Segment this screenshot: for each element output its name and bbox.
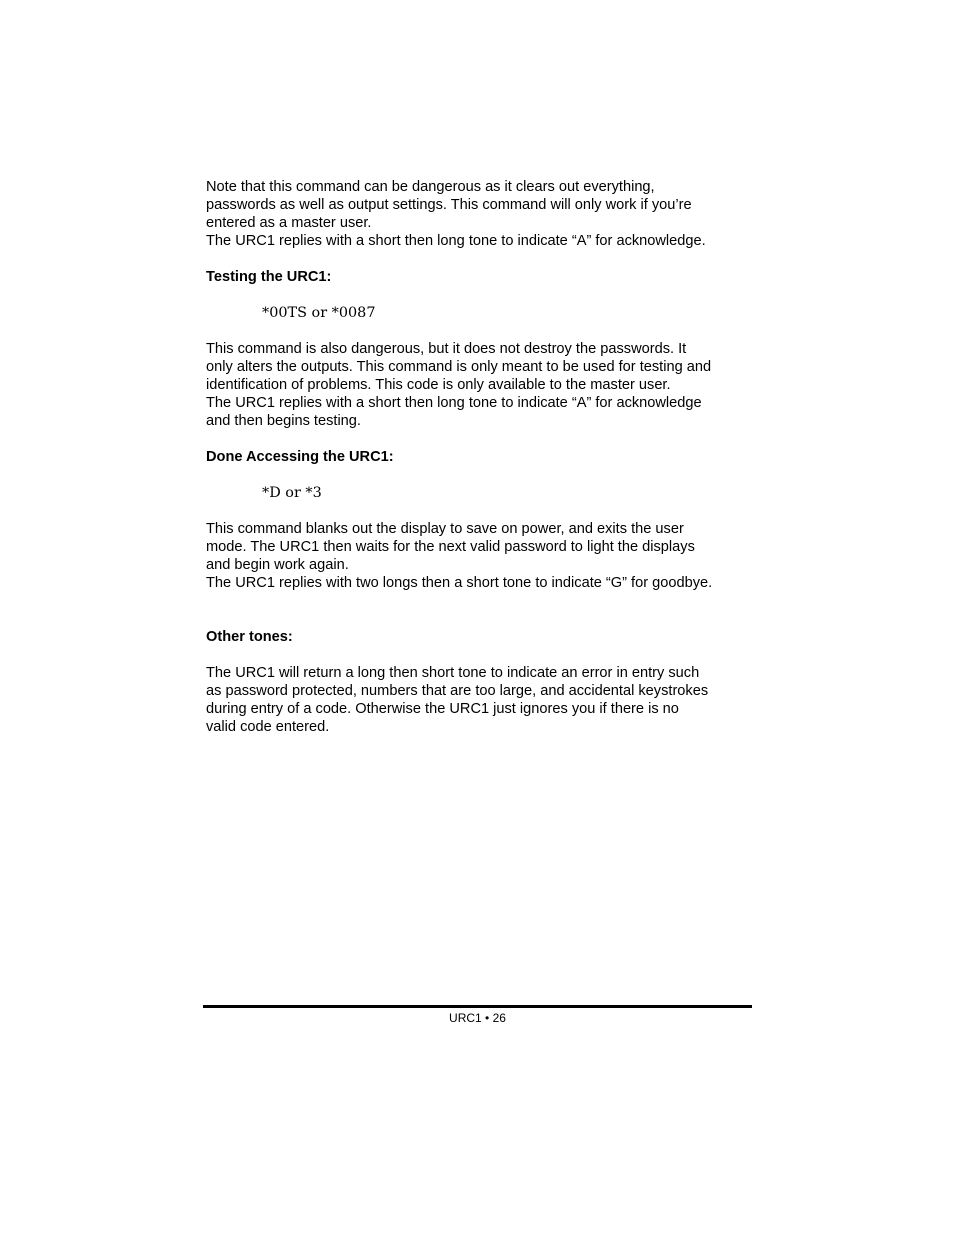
page-footer: URC1 • 26 xyxy=(449,1011,506,1025)
done-line: and begin work again. xyxy=(206,557,349,573)
testing-line: identification of problems. This code is only available to the master user. xyxy=(206,377,671,393)
section-heading-testing: Testing the URC1: xyxy=(206,269,332,285)
spacer xyxy=(206,322,754,340)
other-line: valid code entered. xyxy=(206,719,330,735)
spacer xyxy=(206,430,754,448)
spacer xyxy=(206,592,754,610)
footer-divider xyxy=(203,1005,752,1008)
spacer xyxy=(206,286,754,304)
spacer xyxy=(206,610,754,628)
done-line: mode. The URC1 then waits for the next valid password to light the displays xyxy=(206,539,695,555)
other-line: during entry of a code. Otherwise the URC1 just ignores you if there is no xyxy=(206,701,679,717)
testing-line: and then begins testing. xyxy=(206,413,361,429)
intro-paragraph xyxy=(206,178,754,250)
spacer xyxy=(206,250,754,268)
other-line: as password protected, numbers that are too large, and accidental keystrokes xyxy=(206,683,709,699)
testing-line: This command is also dangerous, but it does not destroy the passwords. It xyxy=(206,341,687,357)
section-heading-other: Other tones: xyxy=(206,629,293,645)
done-line: The URC1 replies with two longs then a short tone to indicate “G” for goodbye. xyxy=(206,575,713,591)
intro-line: Note that this command can be dangerous as it clears out everything, xyxy=(206,179,655,195)
testing-line: only alters the outputs. This command is only meant to be used for testing and xyxy=(206,359,712,375)
spacer xyxy=(206,646,754,664)
command-code-done: *D or *3 xyxy=(262,485,322,501)
spacer xyxy=(206,502,754,520)
intro-line: passwords as well as output settings. This command will only work if you’re xyxy=(206,197,692,213)
spacer xyxy=(206,466,754,484)
other-paragraph xyxy=(206,664,754,736)
testing-line: The URC1 replies with a short then long tone to indicate “A” for acknowledge xyxy=(206,395,702,411)
done-line: This command blanks out the display to save on power, and exits the user xyxy=(206,521,684,537)
done-paragraph xyxy=(206,520,754,592)
section-heading-done: Done Accessing the URC1: xyxy=(206,449,394,465)
other-line: The URC1 will return a long then short tone to indicate an error in entry such xyxy=(206,665,700,681)
testing-paragraph xyxy=(206,340,754,430)
intro-line: entered as a master user. xyxy=(206,215,372,231)
page-content xyxy=(206,178,754,736)
intro-line: The URC1 replies with a short then long tone to indicate “A” for acknowledge. xyxy=(206,233,706,249)
command-code-testing: *00TS or *0087 xyxy=(262,305,376,321)
